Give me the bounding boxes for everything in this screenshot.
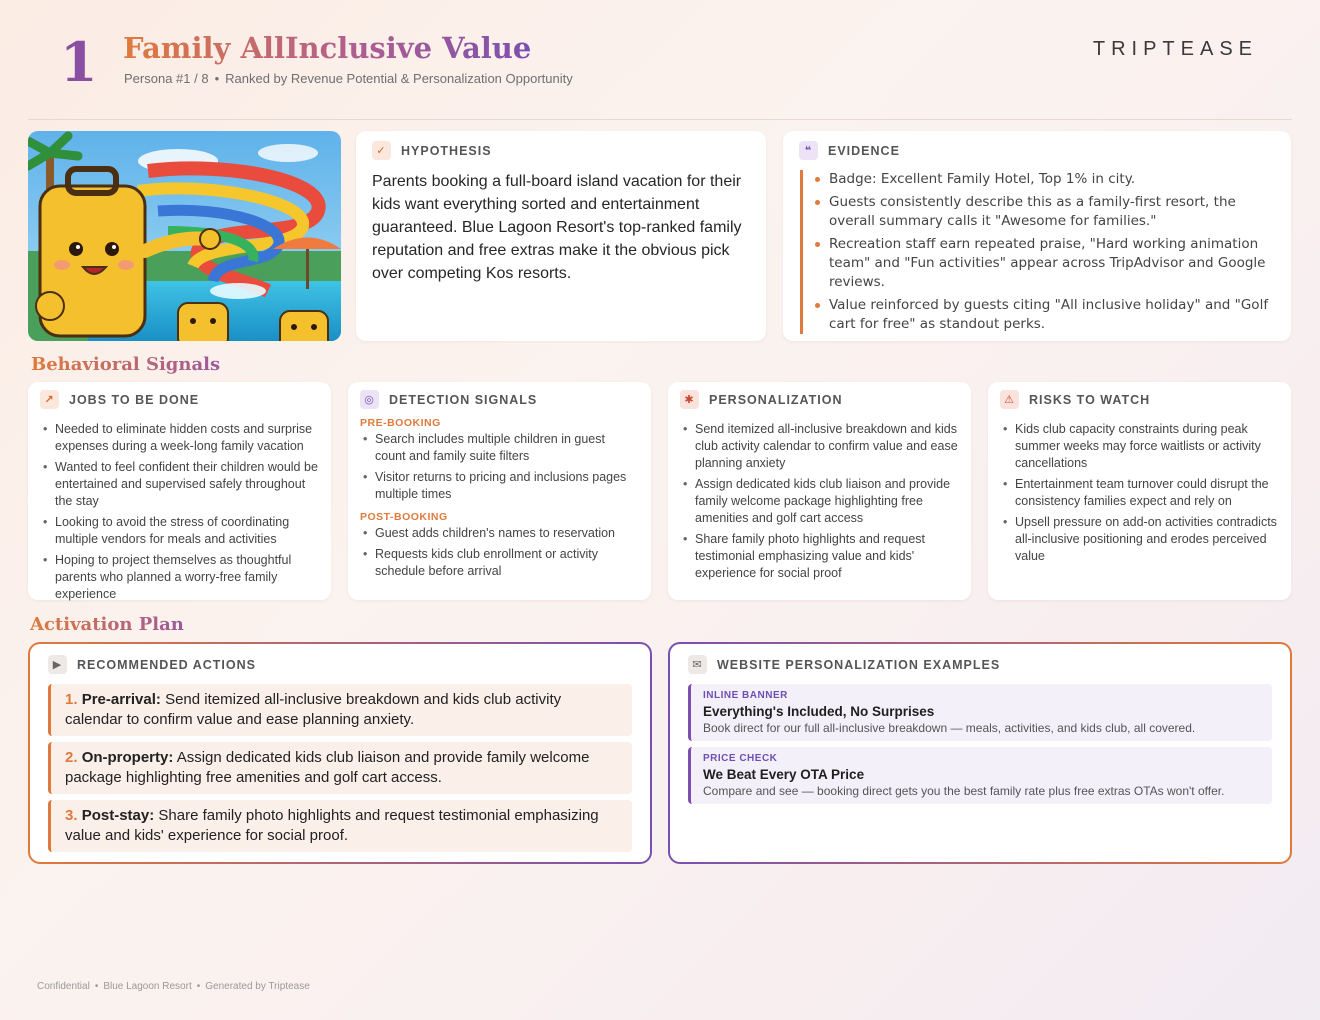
evidence-list — [815, 170, 1275, 334]
list-item: • Share family photo highlights and request testimonial emphasizing value and kids' experience for social proof — [680, 531, 959, 582]
website-example — [688, 684, 1272, 741]
example-description: Book direct for our full all-inclusive breakdown — meals, activities, and kids club, all covered. — [703, 721, 1196, 735]
evidence-item: Value reinforced by guests citing "All inclusive holiday" and "Golf cart for free" as standout perks. — [815, 296, 1275, 334]
sparkle-icon: ✱ — [680, 390, 699, 409]
envelope-icon: ✉ — [688, 655, 707, 674]
recommended-heading: RECOMMENDED ACTIONS — [77, 657, 256, 672]
jobs-heading: JOBS TO BE DONE — [69, 392, 200, 407]
list-item: • Looking to avoid the stress of coordinating multiple vendors for meals and activities — [40, 514, 319, 548]
page-footer: Confidential • Blue Lagoon Resort • Generated by Triptease — [37, 981, 310, 992]
post-booking-group — [360, 511, 639, 580]
list-item: • Needed to eliminate hidden costs and surprise expenses during a week-long family vacation — [40, 421, 319, 455]
example-title: We Beat Every OTA Price — [703, 767, 865, 782]
arrow-up-right-icon: ↗ — [40, 390, 59, 409]
detection-header — [360, 390, 639, 409]
action-text: Send itemized all-inclusive breakdown and kids club activity calendar to confirm value and ease planning anxiety. — [65, 691, 562, 728]
action-number: 1. — [65, 691, 78, 708]
post-booking-list — [360, 525, 639, 580]
personalization-list — [680, 421, 959, 582]
list-item: • Assign dedicated kids club liaison and provide family welcome package highlighting free amenities and golf cart access — [680, 476, 959, 527]
list-item: • Search includes multiple children in guest count and family suite filters — [360, 431, 639, 465]
risks-heading: RISKS TO WATCH — [1029, 392, 1151, 407]
website-examples-list — [688, 684, 1272, 804]
action-phase: On-property: — [81, 749, 174, 766]
recommended-actions-panel — [28, 642, 652, 864]
list-item: • Hoping to project themselves as thoughtful parents who planned a worry-free family experience — [40, 552, 319, 603]
behavioral-signals-title: Behavioral Signals — [31, 354, 221, 375]
brand-logo: TRIPTEASE — [1092, 38, 1258, 60]
hypothesis-text: Parents booking a full-board island vacation for their kids want everything sorted and entertainment guaranteed. Blue Lagoon Resort's top-ranked family reputation and free extras make it the obvious pick over competing Kos resorts. — [372, 173, 742, 282]
action-item — [48, 742, 632, 794]
action-item — [48, 684, 632, 736]
action-number: 3. — [65, 807, 78, 824]
list-item: • Entertainment team turnover could disrupt the consistency families expect and rely on — [1000, 476, 1279, 510]
page-subtitle: Persona #1 / 8 • Ranked by Revenue Potential & Personalization Opportunity — [124, 71, 573, 86]
example-title: Everything's Included, No Surprises — [703, 704, 935, 719]
hypothesis-header — [372, 141, 750, 160]
list-item: • Kids club capacity constraints during peak summer weeks may force waitlists or activity cancellations — [1000, 421, 1279, 472]
evidence-item: Badge: Excellent Family Hotel, Top 1% in city. — [815, 170, 1275, 189]
pre-booking-label: PRE-BOOKING — [360, 417, 441, 429]
evidence-item: Guests consistently describe this as a family-first resort, the overall summary calls it "Awesome for families." — [815, 193, 1275, 231]
jobs-list — [40, 421, 319, 603]
list-item: • Upsell pressure on add-on activities contradicts all-inclusive positioning and erodes perceived value — [1000, 514, 1279, 565]
evidence-card — [783, 131, 1291, 341]
hypothesis-heading: HYPOTHESIS — [401, 143, 492, 158]
list-item: • Visitor returns to pricing and inclusions pages multiple times — [360, 469, 639, 503]
jobs-card — [28, 382, 331, 600]
persona-rank: 1 — [60, 30, 98, 94]
list-item: • Guest adds children's names to reservation — [360, 525, 639, 542]
personalization-heading: PERSONALIZATION — [709, 392, 843, 407]
risks-list — [1000, 421, 1279, 565]
list-item: • Requests kids club enrollment or activity schedule before arrival — [360, 546, 639, 580]
recommended-list — [48, 684, 632, 852]
example-tag: INLINE BANNER — [703, 690, 788, 701]
personalization-card — [668, 382, 971, 600]
page-title: Family AllInclusive Value — [123, 31, 532, 65]
ranking-note: Ranked by Revenue Potential & Personalization Opportunity — [225, 71, 573, 86]
evidence-body — [800, 170, 1275, 334]
website-header — [688, 655, 1272, 674]
quote-icon: ❝ — [799, 141, 818, 160]
activation-plan-title: Activation Plan — [30, 614, 184, 635]
risks-header — [1000, 390, 1279, 409]
footer-resort: Blue Lagoon Resort — [103, 981, 192, 992]
evidence-item: Recreation staff earn repeated praise, "Hard working animation team" and "Fun activities" appear across TripAdvisor and Google reviews. — [815, 235, 1275, 292]
action-phase: Post-stay: — [81, 807, 155, 824]
example-description: Compare and see — booking direct gets you the best family rate plus free extras OTAs won't offer. — [703, 784, 1225, 798]
action-phase: Pre-arrival: — [81, 691, 161, 708]
action-text: Share family photo highlights and request testimonial emphasizing value and kids' experience for social proof. — [65, 807, 599, 844]
evidence-header — [799, 141, 1275, 160]
example-tag: PRICE CHECK — [703, 753, 778, 764]
post-booking-label: POST-BOOKING — [360, 511, 448, 523]
website-example — [688, 747, 1272, 804]
action-item — [48, 800, 632, 852]
recommended-header — [48, 655, 632, 674]
action-number: 2. — [65, 749, 78, 766]
list-item: • Send itemized all-inclusive breakdown and kids club activity calendar to confirm value and ease planning anxiety — [680, 421, 959, 472]
hero-illustration — [28, 131, 341, 341]
personalization-header — [680, 390, 959, 409]
page-header — [0, 0, 1320, 120]
footer-generated: Generated by Triptease — [205, 981, 310, 992]
detection-heading: DETECTION SIGNALS — [389, 392, 538, 407]
pre-booking-group — [360, 417, 639, 503]
pre-booking-list — [360, 431, 639, 503]
jobs-header — [40, 390, 319, 409]
checkmark-icon: ✓ — [372, 141, 391, 160]
detection-card — [348, 382, 651, 600]
hypothesis-card — [356, 131, 766, 341]
warning-icon: ⚠ — [1000, 390, 1019, 409]
risks-card — [988, 382, 1291, 600]
play-icon: ▶ — [48, 655, 67, 674]
website-heading: WEBSITE PERSONALIZATION EXAMPLES — [717, 657, 1001, 672]
list-item: • Wanted to feel confident their children would be entertained and supervised safely throughout the stay — [40, 459, 319, 510]
target-icon: ◎ — [360, 390, 379, 409]
website-personalization-panel — [668, 642, 1292, 864]
footer-confidential: Confidential — [37, 981, 90, 992]
action-text: Assign dedicated kids club liaison and provide family welcome package highlighting free amenities and golf cart access. — [65, 749, 590, 786]
evidence-heading: EVIDENCE — [828, 143, 900, 158]
persona-count: Persona #1 / 8 — [124, 71, 209, 86]
header-divider — [28, 119, 1292, 120]
